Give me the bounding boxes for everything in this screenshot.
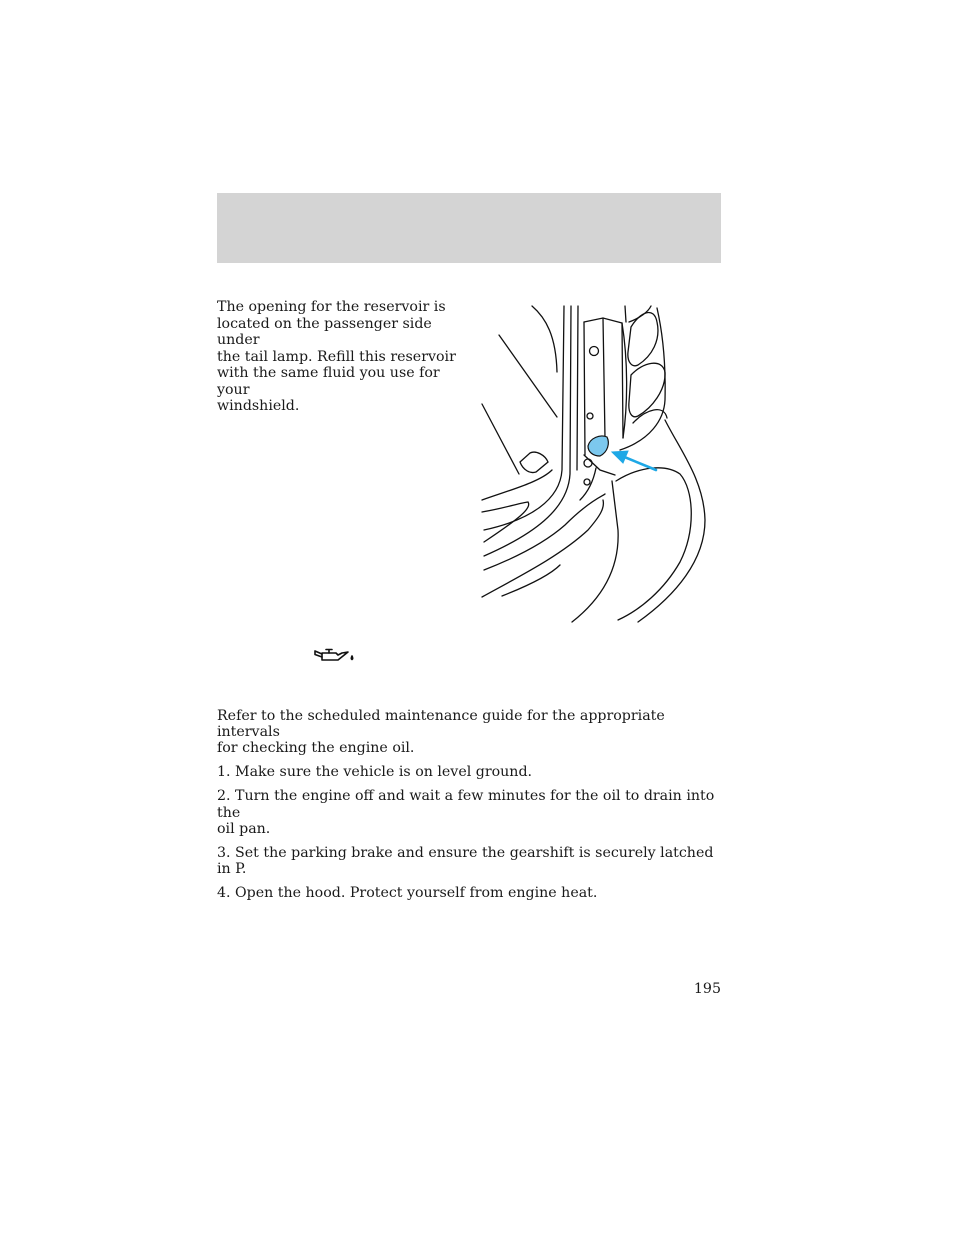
intro-line: located on the passenger side under (217, 315, 432, 348)
step-line: oil pan. (217, 820, 271, 837)
step-2 (217, 788, 723, 837)
engine-oil-check-section (217, 708, 723, 909)
intro-line: The opening for the reservoir is (217, 299, 446, 315)
reservoir-location-text (217, 299, 469, 415)
rear-reservoir-illustration (478, 300, 710, 625)
page-number: 195 (693, 981, 721, 997)
step-3 (217, 845, 723, 877)
body-line: for checking the engine oil. (217, 740, 415, 757)
reservoir-opening-marker (588, 436, 608, 456)
pointer-arrow (622, 456, 656, 470)
maintenance-intro (217, 708, 723, 757)
step-line: 3. Set the parking brake and ensure the gearshift is securely latched in P. (217, 844, 714, 878)
body-line: Refer to the scheduled maintenance guide for the appropriate intervals (217, 708, 665, 741)
step-4 (217, 885, 723, 901)
step-1 (217, 764, 723, 780)
engine-oil-icon (314, 645, 356, 665)
step-line: 4. Open the hood. Protect yourself from engine heat. (217, 885, 598, 902)
step-line: 1. Make sure the vehicle is on level ground. (217, 764, 533, 781)
section-header-band (217, 193, 721, 263)
intro-line: the tail lamp. Refill this reservoir (217, 348, 456, 365)
intro-line: windshield. (217, 398, 300, 414)
intro-line: with the same fluid you use for your (217, 365, 440, 398)
step-line: 2. Turn the engine off and wait a few minutes for the oil to drain into the (217, 788, 715, 821)
pointer-arrow-head (612, 451, 628, 463)
